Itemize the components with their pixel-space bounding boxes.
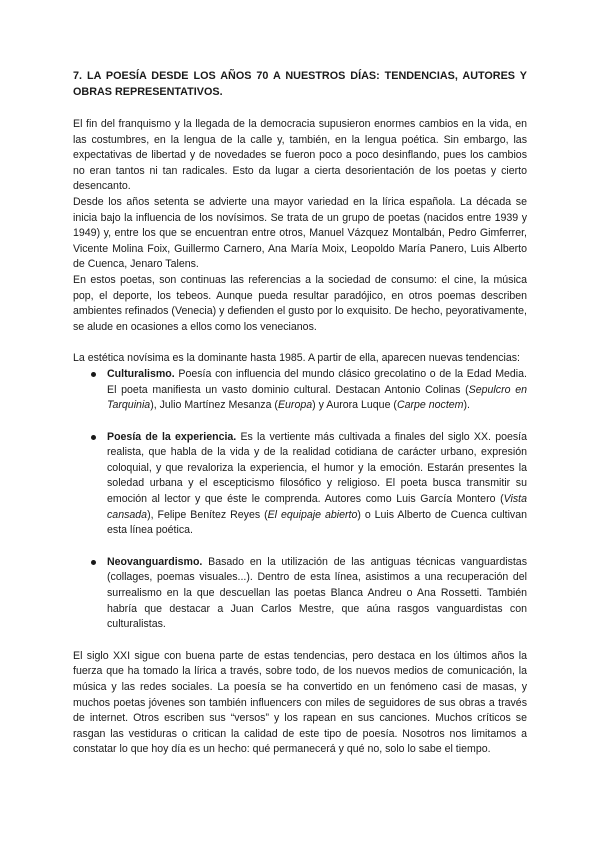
trend-name: Poesía de la experiencia. [107, 430, 237, 443]
work-title: Sepulcro en Tarquinia [107, 383, 527, 412]
section-title: 7. LA POESÍA DESDE LOS AÑOS 70 A NUESTROS DÍAS: TENDENCIAS, AUTORES Y OBRAS REPRESENTATIVOS. [73, 70, 527, 98]
paragraph-democracy: El fin del franquismo y la llegada de la democracia supusieron enormes cambios en la vida, en las costumbres, en la lengua de la calle y, también, en la lengua poética. Sin embargo, las expectativas de libertad y de novedades se fueron poco a poco desinflando, pues los cambios no eran tantos ni tan radicales. Esto da lugar a cierta desorientación de los poetas y cierto desencanto. [73, 118, 527, 193]
trend-item-experiencia [73, 430, 527, 539]
work-title: El equipaje abierto [267, 508, 358, 521]
trend-text: ) o Luis Alberto de Cuenca cultivan esta línea poética. [107, 508, 528, 537]
paragraph-novisimos: Desde los años setenta se advierte una mayor variedad en la lírica española. La década se inicia bajo la influencia de los novísimos. Se trata de un grupo de poetas (nacidos entre 1939 y 1949) y, entre los que se encuentran entre otros, Manuel Vázquez Montalbán, Pedro Gimferrer, Vicente Molina Foix, Guillermo Carnero, Ana María Moix, Leopoldo María Panero, Luis Alberto de Cuenca, Jenaro Talens. [73, 195, 527, 271]
trend-text: ). [463, 399, 470, 412]
trend-text: ), Felipe Benítez Reyes ( [147, 508, 268, 521]
trends-list [73, 367, 527, 633]
trend-name: Neovanguardismo. [107, 555, 203, 568]
work-title: Vista cansada [107, 493, 527, 521]
work-title: Carpe noctem [396, 399, 464, 412]
trend-text: Poesía con influencia del mundo clásico grecolatino o de la Edad Media. El poeta manifiesta un vasto dominio cultural. Destacan Antonio Colinas ( [107, 367, 527, 396]
trend-text: ), Julio Martínez Mesanza ( [150, 399, 278, 412]
trend-name: Culturalismo. [107, 367, 175, 380]
trend-text: ) y Aurora Luque ( [312, 399, 397, 412]
paragraph-tendencias-intro: La estética novísima es la dominante hasta 1985. A partir de ella, aparecen nuevas tendencias: [73, 352, 520, 365]
work-title: Europa [277, 399, 313, 412]
trend-item-culturalismo [73, 367, 527, 414]
trend-text: Es la vertiente más cultivada a finales del siglo XX. poesía realista, que habla de la vida y de la realidad cotidiana de carácter urbano, expresión coloquial, y que revaloriza la experiencia, el humor y la emoción. Estarán presentes la soledad urbana y el escepticismo filosófico y religioso. El poeta busca transmitir su emoción al lector y que éste le comprenda. Autores como Luis García Montero ( [107, 430, 527, 506]
trend-item-neovanguardismo [73, 555, 527, 633]
trend-text: Basado en la utilización de las antiguas técnicas vanguardistas (collages, poemas visuales...). Dentro de esta línea, asistimos a una recuperación del surrealismo en la que descuellan las poetas Blanca Andreu o Ana Rossetti. También habría que destacar a Juan Carlos Mestre, que aúna rasgos vanguardistas con culturalistas. [107, 555, 527, 631]
paragraph-consumo: En estos poetas, son continuas las referencias a la sociedad de consumo: el cine, la música pop, el deporte, los tebeos. Aunque pueda resultar paradójico, en otros poemas describen ambientes refinados (Venecia) y defienden el gusto por lo exquisito. De hecho, peyorativamente, se alude en ocasiones a ellos como los venecianos. [73, 273, 527, 333]
paragraph-siglo-xxi: El siglo XXI sigue con buena parte de estas tendencias, pero destaca en los últimos años la fuerza que ha tomado la lírica a través, sobre todo, de los nuevos medios de comunicación, la música y las redes sociales. La poesía se ha convertido en un fenómeno casi de masas, y muchos poetas jóvenes son también influencers con miles de seguidores de sus obras a través de internet. Otros escriben sus “versos” y los rapean en sus canciones. Muchos críticos se rasgan las vestiduras o critican la calidad de este tipo de poesía. Nosotros nos limitamos a constatar lo que hoy día es un hecho: qué permanecerá y qué no, solo lo sabe el tiempo. [73, 649, 527, 756]
